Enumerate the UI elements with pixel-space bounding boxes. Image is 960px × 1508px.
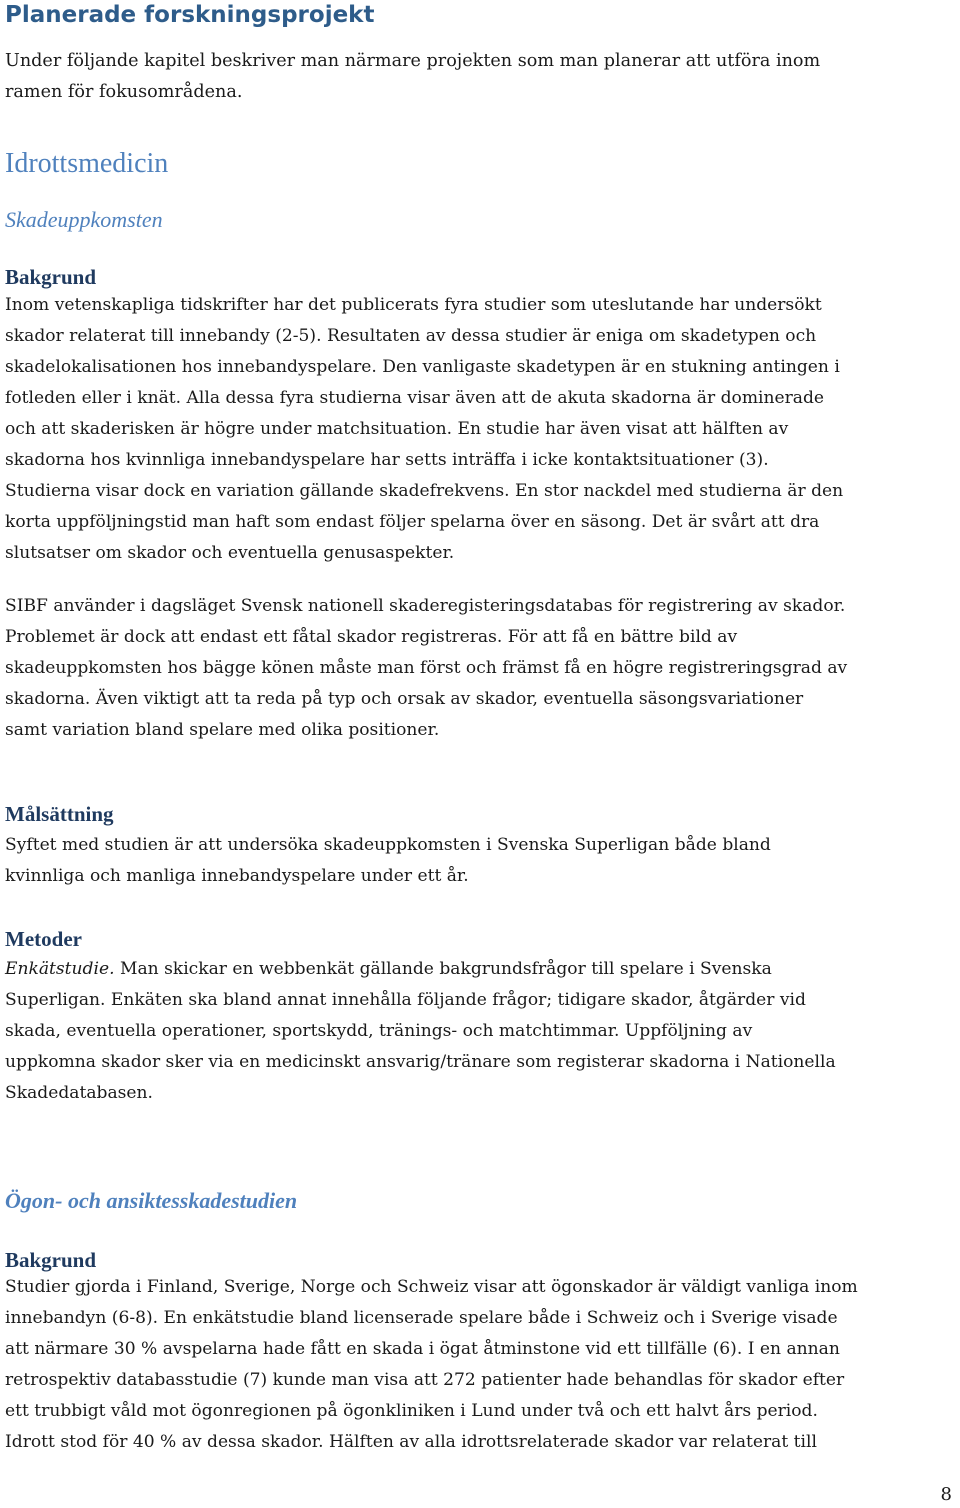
text-line: Skadedatabasen. xyxy=(5,1083,153,1103)
text-line: fotleden eller i knät. Alla dessa fyra studierna visar även att de akuta skadorna är dominerade xyxy=(5,388,825,408)
text-line: slutsatser om skador och eventuella genusaspekter. xyxy=(5,543,455,563)
text-line: innebandyn (6-8). En enkätstudie bland licenserade spelare både i Schweiz och i Sverige visade xyxy=(5,1308,838,1328)
section-heading-idrottsmedicin: Idrottsmedicin xyxy=(5,148,169,179)
text-line: skadeuppkomsten hos bägge könen måste man först och främst få en högre registreringsgrad av xyxy=(5,658,848,678)
background-paragraph-3 xyxy=(5,1272,955,1458)
text-line: samt variation bland spelare med olika positioner. xyxy=(5,720,440,740)
subsection-heading-skadeuppkomsten: Skadeuppkomsten xyxy=(5,207,163,232)
intro-paragraph xyxy=(5,46,955,108)
text-line: Studierna visar dock en variation gällande skadefrekvens. En stor nackdel med studierna är den xyxy=(5,481,844,501)
text-line: skador relaterat till innebandy (2-5). Resultaten av dessa studier är eniga om skadetypen och xyxy=(5,326,817,346)
background-heading: Bakgrund xyxy=(5,265,97,289)
text-line: Superligan. Enkäten ska bland annat innehålla följande frågor; tidigare skador, åtgärder vid xyxy=(5,990,806,1010)
page-title: Planerade forskningsprojekt xyxy=(5,2,375,28)
methods-paragraph xyxy=(5,954,955,1109)
text-line: att närmare 30 % avspelarna hade fått en skada i ögat åtminstone vid ett tillfälle (6). I en annan xyxy=(5,1339,840,1359)
text-line: SIBF använder i dagsläget Svensk nationell skaderegisteringsdatabas för registrering av skador. xyxy=(5,596,846,616)
text-line: Inom vetenskapliga tidskrifter har det publicerats fyra studier som uteslutande har undersökt xyxy=(5,295,822,315)
text-line: Under följande kapitel beskriver man närmare projekten som man planerar att utföra inom xyxy=(5,51,821,71)
methods-label: Enkätstudie. xyxy=(5,959,115,979)
aim-heading: Målsättning xyxy=(5,802,114,826)
background-paragraph-2 xyxy=(5,591,955,746)
text-line: skadelokalisationen hos innebandyspelare. Den vanligaste skadetypen är en stukning antingen i xyxy=(5,357,840,377)
text-line: skada, eventuella operationer, sportskydd, tränings- och matchtimmar. Uppföljning av xyxy=(5,1021,753,1041)
text-line: skadorna hos kvinnliga innebandyspelare har setts inträffa i icke kontaktsituationer (3). xyxy=(5,450,769,470)
page-number: 8 xyxy=(940,1484,952,1505)
text-line: Idrott stod för 40 % av dessa skador. Hälften av alla idrottsrelaterade skador var relaterat till xyxy=(5,1432,817,1452)
text-line xyxy=(5,954,955,985)
text-line: ett trubbigt våld mot ögonregionen på ögonkliniken i Lund under två och ett halvt års period. xyxy=(5,1401,818,1421)
text-line: ramen för fokusområdena. xyxy=(5,82,243,102)
text-line: Syftet med studien är att undersöka skadeuppkomsten i Svenska Superligan både bland xyxy=(5,835,771,855)
methods-heading: Metoder xyxy=(5,927,82,951)
methods-first-line: Man skickar en webbenkät gällande bakgrundsfrågor till spelare i Svenska xyxy=(114,959,772,979)
background-paragraph-1 xyxy=(5,290,955,569)
text-line: skadorna. Även viktigt att ta reda på typ och orsak av skador, eventuella säsongsvariationer xyxy=(5,689,804,709)
text-line: kvinnliga och manliga innebandyspelare under ett år. xyxy=(5,866,469,886)
text-line: korta uppföljningstid man haft som endast följer spelarna över en säsong. Det är svårt att dra xyxy=(5,512,820,532)
background-heading-2: Bakgrund xyxy=(5,1248,97,1272)
text-line: Studier gjorda i Finland, Sverige, Norge och Schweiz visar att ögonskador är väldigt vanliga inom xyxy=(5,1277,858,1297)
text-line: retrospektiv databasstudie (7) kunde man visa att 272 patienter hade behandlas för skador efter xyxy=(5,1370,845,1390)
text-line: uppkomna skador sker via en medicinskt ansvarig/tränare som registerar skadorna i Nationella xyxy=(5,1052,836,1072)
aim-paragraph xyxy=(5,830,955,892)
text-line: Problemet är dock att endast ett fåtal skador registreras. För att få en bättre bild av xyxy=(5,627,738,647)
text-line: och att skaderisken är högre under matchsituation. En studie har även visat att hälften av xyxy=(5,419,789,439)
subsection-heading-ogon-ansikte: Ögon- och ansiktesskadestudien xyxy=(5,1188,298,1213)
